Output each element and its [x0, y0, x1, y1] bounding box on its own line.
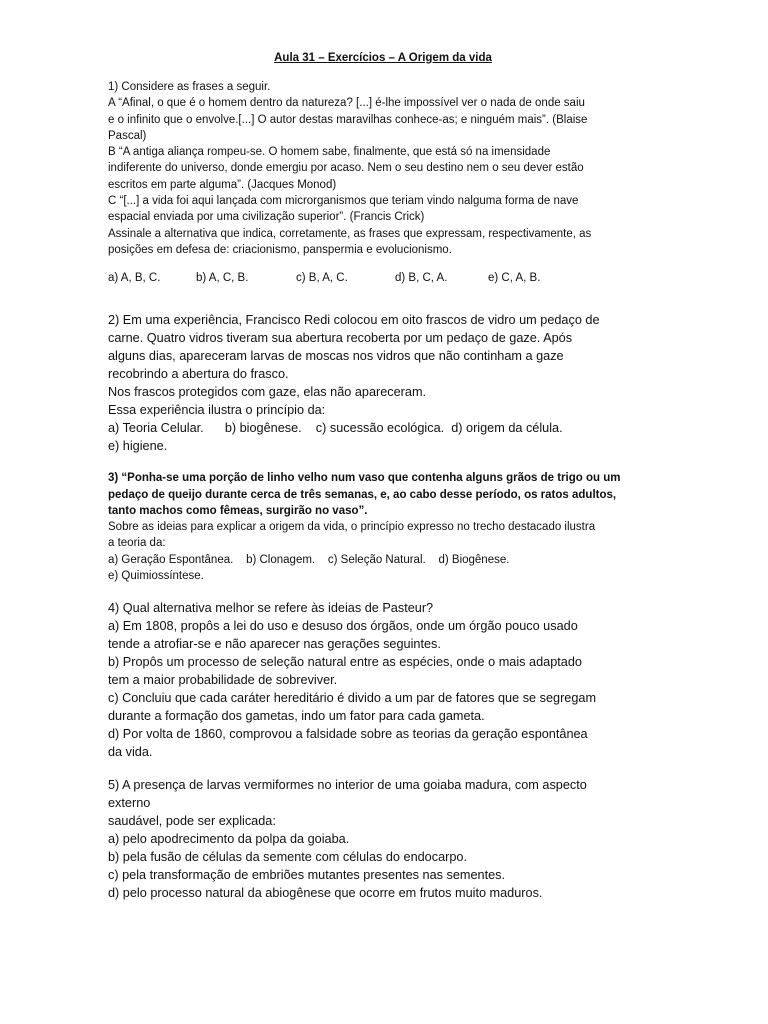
- question-1: [108, 79, 658, 286]
- q5-line: 5) A presença de larvas vermiformes no interior de uma goiaba madura, com aspecto: [108, 778, 587, 793]
- q5-line: c) pela transformação de embriões mutantes presentes nas sementes.: [108, 868, 506, 883]
- q5-line: externo: [108, 796, 151, 811]
- q1-line: espacial enviada por uma civilização superior”. (Francis Crick): [108, 211, 425, 224]
- q1-line: C “[...] a vida foi aqui lançada com microrganismos que teriam vindo nalguma forma de nave: [108, 195, 579, 208]
- page-title: Aula 31 – Exercícios – A Origem da vida: [274, 52, 492, 64]
- q3-line: a teoria da:: [108, 537, 166, 550]
- q3-quote-line: tanto machos como fêmeas, surgirão no vaso”.: [108, 504, 368, 517]
- q1-line: A “Afinal, o que é o homem dentro da natureza? [...] é-lhe impossível ver o nada de onde saiu: [108, 97, 585, 110]
- q1-option-e: e) C, A, B.: [488, 272, 541, 285]
- question-3: [108, 470, 658, 584]
- q1-option-d: d) B, C, A.: [395, 272, 448, 285]
- q4-line: da vida.: [108, 745, 153, 760]
- question-4: [108, 599, 658, 761]
- q2-line: Essa experiência ilustra o princípio da:: [108, 403, 326, 418]
- q3-options-line: a) Geração Espontânea. b) Clonagem. c) Seleção Natural. d) Biogênese.: [108, 553, 510, 566]
- q1-line: Pascal): [108, 129, 147, 142]
- q1-line: escritos em parte alguma”. (Jacques Monod): [108, 178, 337, 191]
- question-2: [108, 311, 658, 455]
- q2-line: alguns dias, apareceram larvas de moscas nos vidros que não continham a gaze: [108, 349, 564, 364]
- q4-line: tem a maior probabilidade de sobreviver.: [108, 673, 338, 688]
- q4-line: d) Por volta de 1860, comprovou a falsidade sobre as teorias da geração espontânea: [108, 727, 588, 742]
- q5-line: saudável, pode ser explicada:: [108, 814, 276, 829]
- q4-line: durante a formação dos gametas, indo um fator para cada gameta.: [108, 709, 485, 724]
- q2-line: carne. Quatro vidros tiveram sua abertura recoberta por um pedaço de gaze. Após: [108, 331, 573, 346]
- document-page: [108, 52, 658, 917]
- q4-line: a) Em 1808, propôs a lei do uso e desuso dos órgãos, onde um órgão pouco usado: [108, 619, 578, 634]
- q5-line: d) pelo processo natural da abiogênese que ocorre em frutos muito maduros.: [108, 886, 543, 901]
- q3-line: e) Quimiossíntese.: [108, 570, 204, 583]
- q1-options: [108, 270, 658, 286]
- q4-line: tende a atrofiar-se e não aparecer nas gerações seguintes.: [108, 637, 441, 652]
- q1-line: B “A antiga aliança rompeu-se. O homem sabe, finalmente, que está só na imensidade: [108, 146, 551, 159]
- q1-line: Assinale a alternativa que indica, corretamente, as frases que expressam, respectivamente, as: [108, 227, 592, 240]
- q4-line: b) Propôs um processo de seleção natural entre as espécies, onde o mais adaptado: [108, 655, 582, 670]
- q1-line: e o infinito que o envolve.[...] O autor destas maravilhas conhece-as; e ninguém mais”. (Blaise: [108, 113, 588, 126]
- q1-option-a: a) A, B, C.: [108, 272, 161, 285]
- q5-line: b) pela fusão de células da semente com células do endocarpo.: [108, 850, 467, 865]
- q1-line: posições em defesa de: criacionismo, panspermia e evolucionismo.: [108, 243, 452, 256]
- q5-line: a) pelo apodrecimento da polpa da goiaba.: [108, 832, 350, 847]
- q2-line: recobrindo a abertura do frasco.: [108, 367, 289, 382]
- q3-quote-line: pedaço de queijo durante cerca de três semanas, e, ao cabo desse período, os ratos adultos,: [108, 488, 617, 501]
- q3-quote-line: 3) “Ponha-se uma porção de linho velho num vaso que contenha alguns grãos de trigo ou um: [108, 472, 621, 485]
- q1-option-c: c) B, A, C.: [296, 272, 348, 285]
- q2-line: 2) Em uma experiência, Francisco Redi colocou em oito frascos de vidro um pedaço de: [108, 313, 600, 328]
- q4-line: c) Concluiu que cada caráter hereditário é divido a um par de fatores que se segregam: [108, 691, 597, 706]
- q2-options-line: a) Teoria Celular. b) biogênese. c) sucessão ecológica. d) origem da célula.: [108, 421, 563, 436]
- q1-line: 1) Considere as frases a seguir.: [108, 81, 271, 93]
- q4-line: 4) Qual alternativa melhor se refere às ideias de Pasteur?: [108, 601, 434, 616]
- q1-line: indiferente do universo, donde emergiu por acaso. Nem o seu destino nem o seu dever estão: [108, 162, 584, 175]
- question-5: [108, 776, 658, 902]
- q3-line: Sobre as ideias para explicar a origem da vida, o princípio expresso no trecho destacado ilustra: [108, 521, 596, 534]
- q1-option-b: b) A, C, B.: [196, 272, 249, 285]
- q2-line: Nos frascos protegidos com gaze, elas não apareceram.: [108, 385, 427, 400]
- q2-line: e) higiene.: [108, 439, 168, 454]
